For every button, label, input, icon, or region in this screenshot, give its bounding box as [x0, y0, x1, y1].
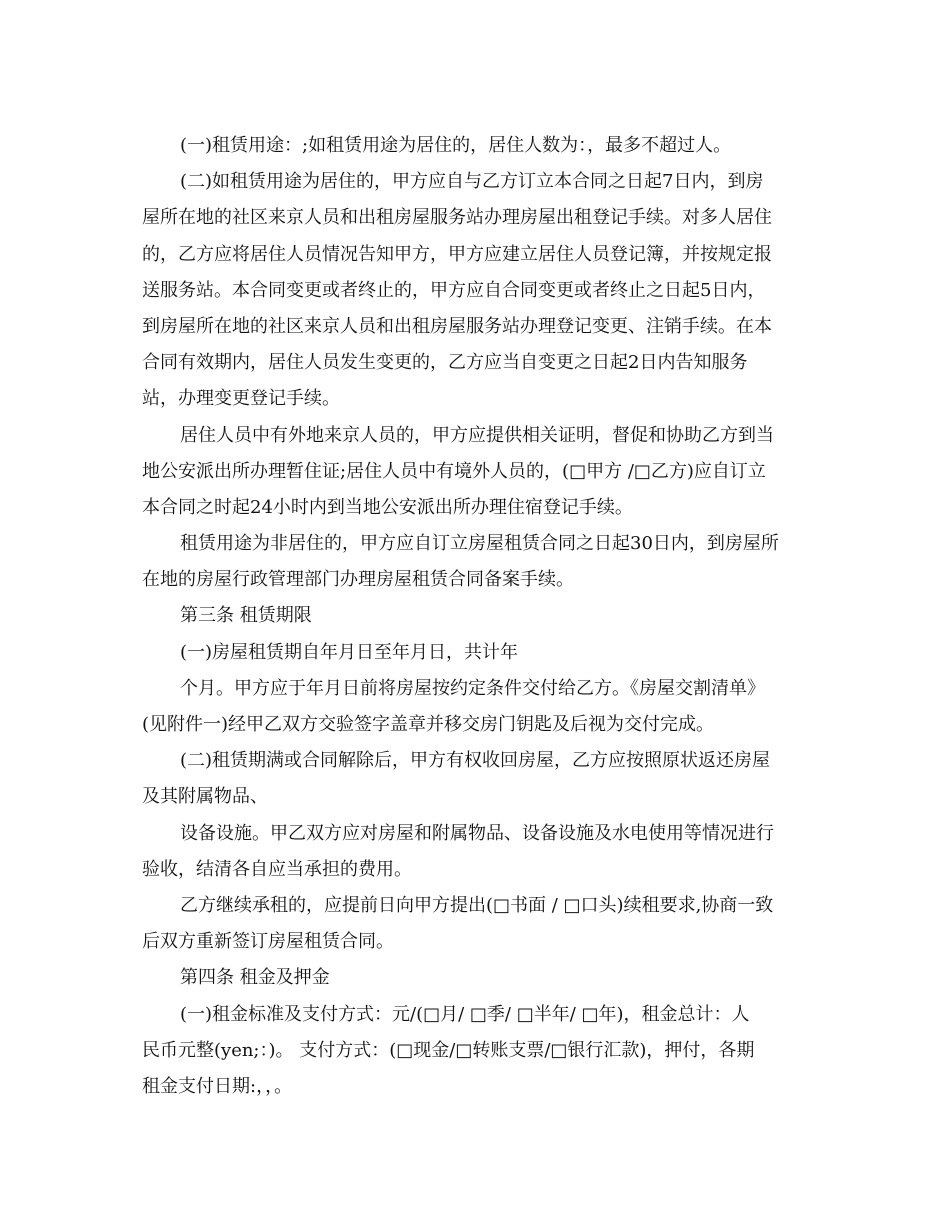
text-line: 站，办理变更登记手续。 [142, 388, 340, 410]
text-line: 租金支付日期:，，。 [142, 1075, 293, 1097]
section-heading: 第三条 租赁期限 [180, 605, 312, 627]
text-line: 在地的房屋行政管理部门办理房屋租赁合同备案手续。 [142, 569, 574, 591]
text-line: 设备设施。甲乙双方应对房屋和附属物品、设备设施及水电使用等情况进行 [180, 822, 774, 844]
text-line: (二)如租赁用途为居住的，甲方应自与乙方订立本合同之日起7日内，到房 [180, 171, 764, 193]
text-line: 送服务站。本合同变更或者终止的，甲方应自合同变更或者终止之日起5日内， [142, 279, 766, 301]
text-line: 的，乙方应将居住人员情况告知甲方，甲方应建立居住人员登记簿，并按规定报 [142, 243, 772, 265]
text-line: (一)租金标准及支付方式：元/(□月/ □季/ □半年/ □年)，租金总计：人 [180, 1003, 750, 1025]
text-line: 乙方继续承租的，应提前日向甲方提出(□书面 / □口头)续租要求,协商一致 [180, 894, 774, 916]
section-heading: 第四条 租金及押金 [180, 967, 330, 989]
text-line: 地公安派出所办理暂住证;居住人员中有境外人员的，(□甲方 /□乙方)应自订立 [142, 460, 766, 482]
document-body [142, 128, 808, 1105]
text-line: 合同有效期内，居住人员发生变更的，乙方应当自变更之日起2日内告知服务 [142, 352, 748, 374]
text-line: 及其附属物品、 [142, 786, 268, 808]
text-line: 租赁用途为非居住的，甲方应自订立房屋租赁合同之日起30日内，到房屋所 [180, 533, 779, 555]
text-line: (一)租赁用途：;如租赁用途为居住的，居住人数为：，最多不超过人。 [180, 135, 732, 156]
text-line: 屋所在地的社区来京人员和出租房屋服务站办理房屋出租登记手续。对多人居住 [142, 207, 772, 229]
text-line: 验收，结清各自应当承担的费用。 [142, 858, 412, 880]
text-line: 民币元整(yen;：)。 支付方式：(□现金/□转账支票/□银行汇款)，押付，各期 [142, 1039, 755, 1061]
text-line: 居住人员中有外地来京人员的，甲方应提供相关证明，督促和协助乙方到当 [180, 424, 774, 446]
text-line: 本合同之时起24小时内到当地公安派出所办理住宿登记手续。 [142, 496, 633, 518]
text-line: (见附件一)经甲乙双方交验签字盖章并移交房门钥匙及后视为交付完成。 [142, 714, 715, 735]
text-line: 个月。甲方应于年月日前将房屋按约定条件交付给乙方。《房屋交割清单》 [180, 677, 765, 699]
text-line: 到房屋所在地的社区来京人员和出租房屋服务站办理登记变更、注销手续。在本 [142, 315, 772, 337]
text-line: (一)房屋租赁期自年月日至年月日，共计年 [180, 641, 519, 663]
text-line: 后双方重新签订房屋租赁合同。 [142, 931, 394, 953]
text-line: (二)租赁期满或合同解除后，甲方有权收回房屋，乙方应按照原状返还房屋 [180, 750, 771, 772]
